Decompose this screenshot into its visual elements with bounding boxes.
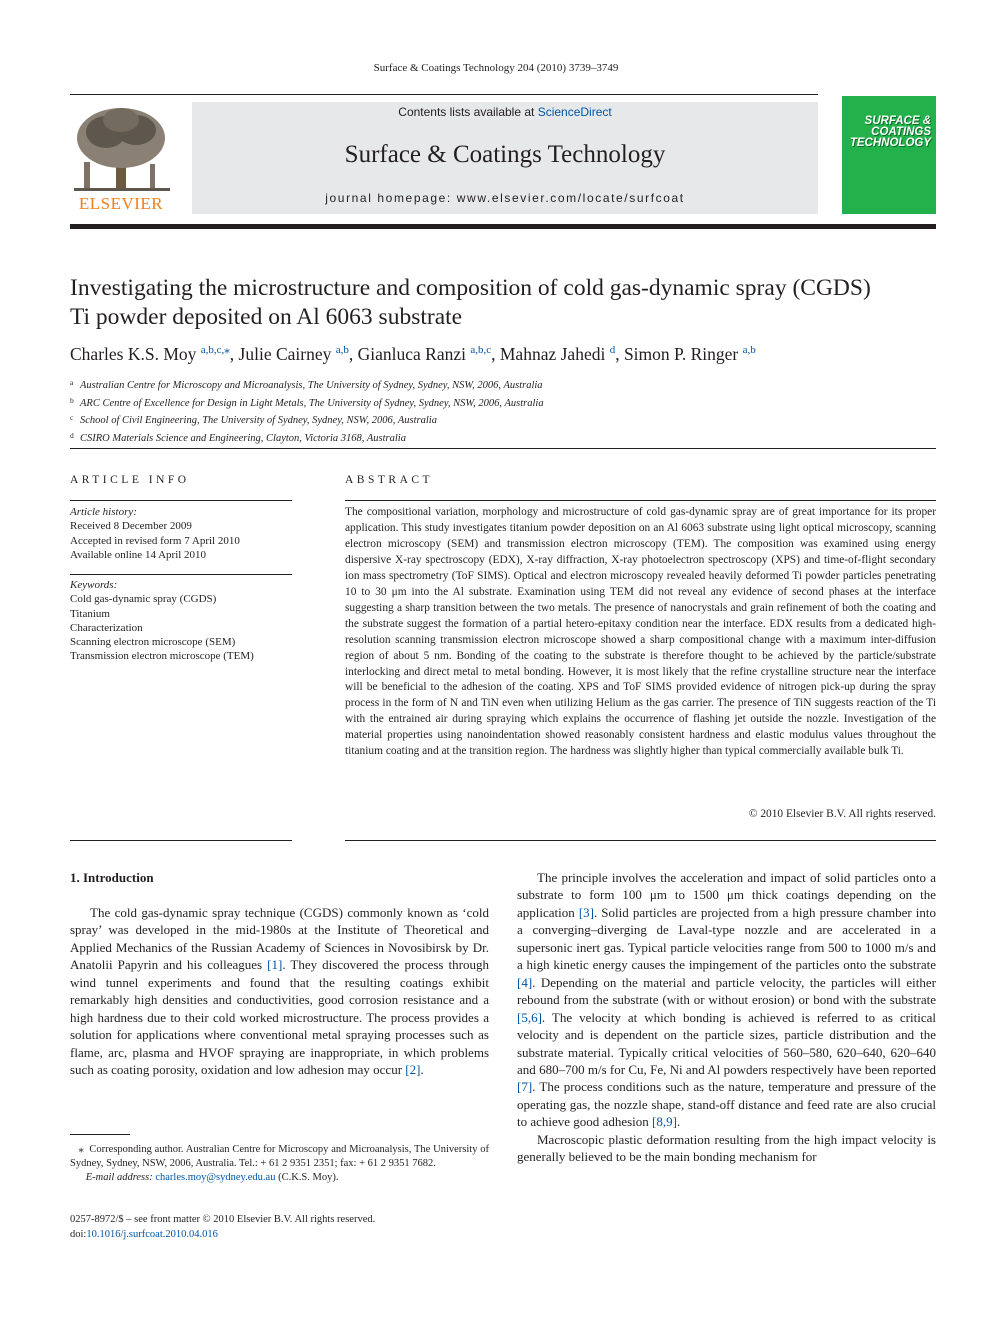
journal-title: Surface & Coatings Technology — [344, 141, 666, 168]
journal-citation: Surface & Coatings Technology 204 (2010) 3739–3749 — [373, 62, 619, 74]
article-info-heading: ARTICLE INFO — [70, 474, 190, 486]
reference-link[interactable]: [3] — [578, 904, 594, 920]
author-affil-sup[interactable]: d — [609, 344, 616, 356]
abstract-heading: ABSTRACT — [345, 474, 434, 486]
reference-link[interactable]: [7] — [517, 1079, 533, 1095]
author-name[interactable]: Simon P. Ringer — [623, 344, 739, 364]
history-item: Available online 14 April 2010 — [70, 548, 207, 561]
corresponding-author-footnote: ⁎ Corresponding author. Australian Centre for Microscopy and Microanalysis, The University of Sydney, Sydney, NSW, 2006, Australia. Tel.: + 61 2 9351 2351; fax: + 61 2 9351 7682. E-mail address: charles.moy@sydney.edu.au (C.K.S. Moy). — [70, 1144, 490, 1184]
contents-line — [192, 105, 818, 119]
article-title — [70, 274, 950, 332]
author-affil-sup[interactable]: a,b,c — [470, 344, 492, 356]
abstract-text: The compositional variation, morphology and microstructure of cold gas-dynamic spray are of great importance for its proper application. This study investigates titanium powder deposition on an Al 6063 substrate using light optical microscopy, scanning electron microscopy (SEM) and transmission electron microscopy (TEM). The composition was examined using energy dispersive X-ray spectroscopy (EDX), X-ray diffraction, X-ray photoelectron spectroscopy (XPS) and time-of-flight secondary ion mass spectrometry (ToF SIMS). Optical and electron microscopy revealed heavily deformed Ti powder particles penetrating 10 to 30 μm into the Al substrate. Examination using TEM did not reveal any evidence of second phases at the interface suggesting a sharp transition between the two metals. The presence of nanocrystals and grain refinement of both the coating and the substrate suggest the formation of a partial hetero-epitaxy condition near the interface. EDX results from a dedicated high-resolution scanning transmission electron microscope showed a sharp compositional change with a maximum inter-diffusion region of about 5 nm. Bonding of the coating to the substrate is therefore thought to be achieved by the particle/substrate interlocking and direct metal to metal bonding. However, it is most likely that the refine crystalline structure near the interface will be beneficial to the adhesion of the coating. XPS and ToF SIMS provided evidence of nitrogen pick-up during the spray process in the form of N and TiN even when utilizing Helium as the gas carrier. The presence of TiN suggests reaction of the Ti with the entrained air during spraying which explains the occurrence of flashing jet outside the nozzle. Investigation of the material properties using nanoindentation showed reasonably consistent hardness and elastic modulus values throughout the titanium coating and at the transition region. The hardness was slightly higher than typical commercially available bulk Ti. — [345, 506, 936, 758]
keywords-label: Keywords: — [70, 579, 118, 591]
keyword-item[interactable]: Cold gas-dynamic spray (CGDS) — [70, 593, 217, 606]
article-title-line-2: Ti powder deposited on Al 6063 substrate — [70, 304, 463, 330]
footnote-rule — [70, 1134, 130, 1135]
history-item: Accepted in revised form 7 April 2010 — [70, 534, 240, 547]
author-affil-sup[interactable]: a,b — [335, 344, 349, 356]
affiliations-rule — [70, 448, 936, 449]
author-name[interactable]: Gianluca Ranzi — [357, 344, 466, 364]
article-info-rule — [70, 500, 292, 501]
reference-link[interactable]: [8,9] — [652, 1114, 677, 1130]
affiliation-item: d CSIRO Materials Science and Engineering, Clayton, Victoria 3168, Australia — [70, 430, 406, 444]
footnote-star: ⁎ — [78, 1144, 84, 1155]
email-label: E-mail address: — [85, 1172, 153, 1184]
author-affil-sup[interactable]: a,b,c,⁎ — [200, 344, 230, 356]
doi-link[interactable]: 10.1016/j.surfcoat.2010.04.016 — [86, 1228, 218, 1240]
cover-title: SURFACE & COATINGS TECHNOLOGY — [849, 115, 931, 149]
reference-link[interactable]: [1] — [267, 957, 283, 973]
info-bottom-rule — [70, 840, 292, 841]
paragraph: The cold gas-dynamic spray technique (CGDS) commonly known as ‘cold spray’ was developed in the mid-1980s at the Institute of Theoretical and Applied Mechanics of the Russian Academy of Sciences in Novosibirsk by Dr. Anatolii Papyrin and his colleagues [1]. They discovered the process through wind tunnel experiments and found that the resulting coatings exhibit remarkably high densities and conductivities, good corrosion resistance and a high hardness due to their cold worked microstructure. The process provides a solution for applications where conventional metal spraying processes such as flame, arc, plasma and HVOF spraying are inappropriate, in which problems such as coating porosity, oxidation and low adhesion may occur [2]. — [70, 905, 489, 1078]
reference-link[interactable]: [2] — [405, 1062, 421, 1078]
reference-link[interactable]: [5,6] — [517, 1009, 542, 1025]
author-affil-sup[interactable]: a,b — [742, 344, 756, 356]
doi-line: doi:10.1016/j.surfcoat.2010.04.016 — [70, 1228, 218, 1240]
abstract-copyright: © 2010 Elsevier B.V. All rights reserved. — [748, 808, 936, 820]
body-column-right — [517, 869, 936, 1166]
history-item: Received 8 December 2009 — [70, 520, 192, 533]
keywords — [70, 578, 254, 664]
paragraph: The principle involves the acceleration and impact of solid particles onto a substrate to form 100 μm to 1500 μm thick coatings depending on the application [3]. Solid particles are projected from a high pressure chamber into a converging–diverging de Laval-type nozzle and are accelerated in a supersonic inert gas. Typical particle velocities range from 500 to 1000 m/s and a high kinetic energy causes the impingement of the particles onto the substrate [4]. Depending on the material and particle velocity, the particles will either rebound from the substrate (with or without erosion) or bond with the substrate [5,6]. The velocity at which bonding is achieved is referred to as critical velocity and is dependent on the particle sizes, particle distribution and the substrate material. Typically critical velocities of 560–580, 620–640, 620–640 and 680–700 m/s for Cu, Fe, Ni and Al powders respectively have been reported [7]. The process conditions such as the nature, temperature and pressure of the operating gas, the nozzle shape, stand-off distance and feed rate are also crucial to achieve good adhesion [8,9]. — [517, 870, 936, 1130]
sciencedirect-link[interactable]: ScienceDirect — [537, 105, 612, 119]
history-rule — [70, 574, 292, 575]
keyword-item[interactable]: Titanium — [70, 607, 110, 620]
email-link[interactable]: charles.moy@sydney.edu.au — [155, 1172, 276, 1184]
affiliation-item: c School of Civil Engineering, The University of Sydney, Sydney, NSW, 2006, Australia — [70, 413, 437, 426]
abstract-rule — [345, 500, 936, 501]
affiliation-item: a Australian Centre for Microscopy and Microanalysis, The University of Sydney, Sydney, NSW, 2006, Australia — [70, 378, 543, 391]
contents-prefix: Contents lists available at — [398, 105, 538, 119]
journal-homepage[interactable]: journal homepage: www.elsevier.com/locate/surfcoat — [325, 191, 685, 205]
article-title-line-1: Investigating the microstructure and composition of cold gas-dynamic spray (CGDS) — [70, 275, 871, 301]
abstract-bottom-rule — [345, 840, 936, 841]
header-thick-rule — [70, 224, 936, 229]
history-label: Article history: — [70, 506, 137, 518]
author-name[interactable]: Mahnaz Jahedi — [499, 344, 606, 364]
header-top-rule — [70, 94, 818, 95]
article-history — [70, 505, 240, 562]
section-heading-introduction: 1. Introduction — [70, 870, 154, 885]
keyword-item[interactable]: Characterization — [70, 621, 143, 634]
issn-line: 0257-8972/$ – see front matter © 2010 Elsevier B.V. All rights reserved. — [70, 1214, 376, 1225]
author-list: Charles K.S. Moy $^{a,b,c,⁎}$, Julie Cairney $^{a,b}$, Gianluca Ranzi $^{a,b,c}$, Mahnaz Jahedi $^d$, Simon P. Ringer $^{a,b}$ — [70, 344, 756, 364]
author-name[interactable]: Julie Cairney — [238, 344, 332, 364]
elsevier-wordmark: ELSEVIER — [78, 194, 164, 213]
body-column-left — [70, 904, 489, 1079]
journal-cover-thumbnail[interactable] — [842, 96, 936, 214]
reference-link[interactable]: [4] — [517, 974, 533, 990]
keyword-item[interactable]: Scanning electron microscope (SEM) — [70, 636, 236, 649]
paragraph: Macroscopic plastic deformation resulting from the high impact velocity is generally believed to be the main bonding mechanism for — [517, 1131, 936, 1165]
keyword-item[interactable]: Transmission electron microscope (TEM) — [70, 650, 254, 663]
affiliation-list — [70, 376, 950, 446]
front-matter — [70, 1213, 510, 1242]
author-name[interactable]: Charles K.S. Moy — [70, 344, 197, 364]
affiliation-item: b ARC Centre of Excellence for Design in Light Metals, The University of Sydney, Sydney, NSW, 2006, Australia — [70, 395, 544, 409]
